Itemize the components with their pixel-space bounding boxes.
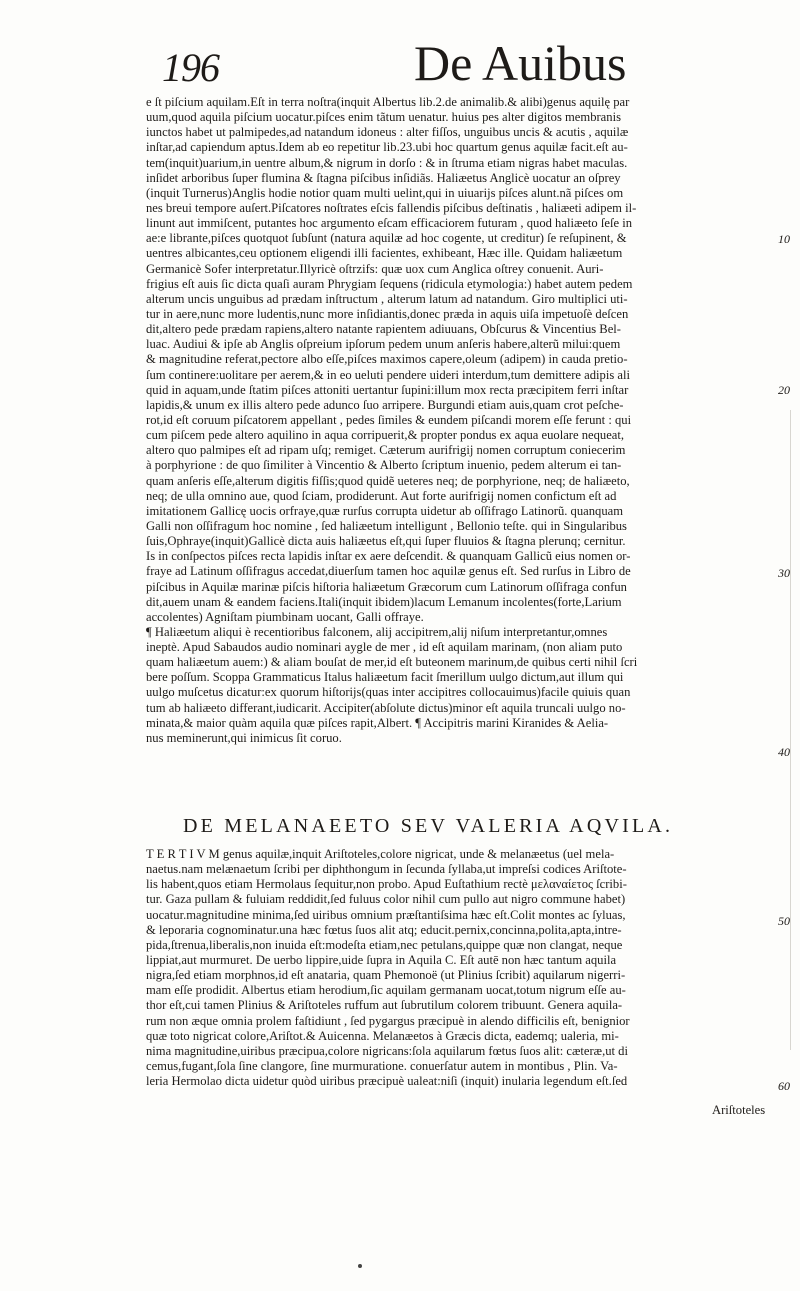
text-line: neq; de ulla omnino aue, quod ſciam, prodiderunt. Aut forte aurifrigij nomen confictum eſt ad — [146, 488, 617, 503]
text-line: cum piſcem pede altero aquilino in aqua corripuerit,& propter pondus ex aqua euolare nequeat, — [146, 428, 625, 443]
text-line: dit,auem unam & eandem faciens.Itali(inquit ibidem)lacum Lemanum incolentes(forte,Larium — [146, 594, 622, 609]
text-line: thor eſt,cui tamen Plinius & Ariſtoteles ruffum aut ſubrutilum colorem tribuunt. Genera aquila- — [146, 998, 623, 1013]
page-edge-line — [790, 410, 791, 1050]
text-line: piſcibus in Aquilæ marinæ piſcis hiſtoria haliæetum Græcorum cum Latinorum oſſifraga confun — [146, 579, 627, 594]
text-line: ſum continere:uolitare per aerem,& in eo ueluti pendere uideri interdum,tum demittere adipis ali — [146, 367, 630, 382]
text-line: quam anſeris eſſe,alterum digitis fiſſis;quod quidẽ ueteres neq; de porphyrione, neq; de haliæeto, — [146, 473, 630, 488]
margin-number: 20 — [778, 383, 790, 397]
text-line: inſtar,ad capiendum aptus.Idem ab eo repetitur lib.23.ubi hoc quartum genus aquilæ facit.eſt au- — [146, 140, 628, 155]
text-line: altero quo palmipes eſt ad ripam uſq; remiget. Cæterum aurifrigij nomen corruptum coniecerim — [146, 443, 626, 458]
text-line: e ſt piſcium aquilam.Eſt in terra noſtra(inquit Albertus lib.2.de animalib.& alibi)genus aquilę par — [146, 95, 630, 109]
margin-number: 50 — [778, 914, 790, 928]
text-line: uulgo muſcetus dicatur:ex quorum hiſtorijs(quas inter accipitres collocauimus)facile quiuis quan — [146, 685, 631, 700]
text-line: leria Hermolao dicta uidetur quòd uiribus præcipuè ualeat:niſi (inquit) inularia legendum eſt.ſed — [146, 1074, 628, 1089]
paragraph-melanaeeto — [146, 847, 774, 1089]
text-line: Galli non oſſifragum hoc nomine , ſed haliæetum intelligunt , Bellonio teſte. qui in Singularibus — [146, 518, 627, 533]
section-heading: DE MELANAEETO SEV VALERIA AQVILA. — [183, 815, 674, 837]
margin-number: 30 — [778, 566, 790, 580]
melanaeeto-text-block — [146, 847, 774, 1089]
text-line: frigius eſt auis ſic dicta quaſi auram Phrygiam ſequens (ridicula etymologia:) habet autem pedem — [146, 276, 633, 291]
text-line: rot,id eſt coruum piſcatorem appellant , pedes ſimiles & eundem piſcandi morem eſſe ferunt : qui — [146, 412, 632, 427]
running-title: De Auibus — [414, 35, 627, 91]
text-line: pida,ſtrenua,liberalis,non inuida eſt:modeſta etiam,nec petulans,quippe quæ non clangat, neque — [146, 937, 623, 952]
text-line: inſidet arboribus ſuper flumina & ſtagna piſcibus inſidiãs. Haliæetus Anglicè uocatur an oſprey — [146, 170, 621, 185]
text-line: iunctos habet ut palmipedes,ad natandum idoneus : alter fiſſos, unguibus uncis & acutis , aquilæ — [146, 125, 629, 140]
margin-number: 60 — [778, 1079, 790, 1093]
text-line: ae:e librante,piſces quotquot ſubſunt (natura aquilæ ad hoc cogente, ut creditur) ſe reſupinent, & — [146, 231, 627, 246]
margin-number: 10 — [778, 232, 790, 246]
text-line: quam haliæetum auem:) & aliam bouſat de mer,id eſt buteonem marinum,de quibus certi nihil ſcri — [146, 655, 638, 670]
text-line: quæ toto nigricat colore,Ariſtot.& Auicenna. Melanæetos à Græcis dicta, eademq; ualeria, mi- — [146, 1028, 619, 1043]
text-line: Germanicè Sofer interpretatur.Illyricè oſtrzifs: quæ uox cum Anglica oſtrey conuenit. Auri- — [146, 261, 604, 276]
text-line: tur. Gaza pullam & fuluiam reddidit,ſed fuluus color nihil cum pullo aut nigro commune habet) — [146, 892, 626, 907]
text-line: nima magnitudine,uiribus præcipua,colore nigricans:ſola aquilarum fœtus ſuos alit: cæteræ,ut di — [146, 1043, 628, 1058]
text-line: rum non æque omnia prolem faſtidiunt , ſed pygargus præcipuè in alendo difficilis eſt, benignior — [146, 1013, 630, 1028]
text-line: tur in aere,nunc more ludentis,nunc more inſidiantis,donec præda in aquis uiſa impetuoſè deſcen — [146, 306, 629, 321]
text-line: (inquit Turnerus)Anglis hodie notior quam multi uelint,qui in uiuarijs piſces alunt.nã piſces om — [146, 185, 624, 200]
text-line: naetus.nam melænaetum ſcribi per diphthongum in ſecunda ſyllaba,ut impreſsi codices Ariſtote- — [146, 862, 627, 877]
ink-spot — [358, 1264, 362, 1268]
text-line: ¶ Haliæetum aliqui è recentioribus falconem, alij accipitrem,alij niſum interpretantur,omnes — [146, 624, 608, 639]
text-line: cemus,fugant,ſola ſine clangore, ſine murmuratione. conuerſatur autem in montibus , Plin. Va- — [146, 1058, 618, 1073]
text-line: & leporaria cognominatur.una hæc fœtus ſuos alit atq; educit.pernix,concinna,polita,apta,intre- — [146, 922, 622, 937]
text-line: bere poſſum. Scoppa Grammaticus Italus haliæetum facit ſmerillum uulgo dictum,aut illum qui — [146, 670, 624, 685]
page-number: 196 — [162, 45, 219, 90]
text-line: accolentes) Agniſtam piumbinam uocant, Galli offraye. — [146, 609, 424, 624]
text-line: & magnitudine referat,pectore albo eſſe,piſces maximos capere,oleum (adipem) in cauda pretio- — [146, 352, 628, 367]
text-line: uentres albicantes,ceu optionem eligendi illi facientes, exhibeant, Hæc ille. Quidam haliæetum — [146, 246, 623, 261]
text-line: à porphyrione : de quo ſimiliter à Vincentio & Alberto ſcriptum inuenio, pedem alterum ei tan- — [146, 458, 622, 473]
main-text-block — [146, 95, 774, 746]
text-line: uocatur.magnitudine minima,ſed uiribus omnium præſtantiſsima hæc eſt.Colit montes ac ſyluas, — [146, 907, 626, 922]
text-line: nus meminerunt,qui inimicus ſit coruo. — [146, 730, 342, 745]
text-line: minata,& maior quàm aquila quæ piſces rapit,Albert. ¶ Accipitris marini Kiranides & Aelia- — [146, 715, 609, 730]
text-line: nes breui tempore auſert.Piſcatores noſtrates eſcis fallendis piſcibus deſtinatis , haliæeti adipem il- — [146, 200, 637, 215]
text-line: alterum uncis unguibus ad prædam inſtructum , alterum latum ad natandum. Giro multiplici uti- — [146, 291, 628, 306]
text-line: uum,quod aquila piſcium uocatur.piſces enim tãtum uenatur. huius pes alter digitos membranis — [146, 110, 621, 125]
text-line: nigra,ſed etiam morphnos,id eſt anataria, quam Phemonoë (ut Plinius ſcribit) aquilarum nigerri- — [146, 968, 626, 983]
text-line: tum ab haliæeto differant,iudicarit. Accipiter(abſolute dictus)minor eſt aquila truncali uulgo no- — [146, 700, 626, 715]
text-line: lippiat,aut murmuret. De uerbo lippire,uide ſupra in Aquila C. Eſt autē non hæc tantum aquila — [146, 952, 617, 967]
catchword: Ariſtoteles — [712, 1103, 766, 1117]
text-line: ſuis,Ophraye(inquit)Gallicè dicta auis haliæetus eſt,qui ſuper fluuios & ſtagna plerunq; cernitur. — [146, 534, 626, 549]
text-line: T E R T I V M genus aquilæ,inquit Ariſtoteles,colore nigricat, unde & melanæetus (uel mela- — [146, 847, 615, 861]
text-line: quid in aquam,unde ſtatim piſces attoniti uertantur ſupini:illum mox recta præcipitem ferri inſtar — [146, 382, 629, 397]
text-line: Is in conſpectos piſces recta lapidis inſtar ex aere deſcendit. & quanquam Gallicũ eius nomen or- — [146, 549, 631, 564]
text-line: ineptè. Apud Sabaudos audio nominari aygle de mer , id eſt aquilam marinam, (non aliam puto — [146, 640, 623, 655]
text-line: lis habent,quos etiam Hermolaus ſequitur,non probo. Apud Euſtathium rectè μελαναίετος ſcribi- — [146, 877, 627, 892]
text-line: tem(inquit)uarium,in uentre album,& nigrum in dorſo : & in ſtruma etiam nigras habet maculas. — [146, 155, 628, 170]
text-line: linunt aut immiſcent, putantes hoc argumento eſcam efficaciorem futuram , quod haliæeto ſeſe in — [146, 216, 632, 231]
text-line: luac. Audiui & ipſe ab Anglis oſpreium ipſorum pedem unum anſeris habere,alterũ milui:quem — [146, 337, 621, 352]
text-line: lapidis,& unum ex illis altero pede adunco ſuo arripere. Burgundi etiam auis,quam crot peſche- — [146, 397, 624, 412]
margin-number: 40 — [778, 745, 790, 759]
text-line: imitationem Gallicę uocis orfraye,quæ rurſus corrupta uidetur ab oſſifrago Latinorũ. quanquam — [146, 503, 624, 518]
text-line: fraye ad Latinum oſſifragus accedat,diuerſum tamen hoc aquilæ genus eſt. Sed rurſus in Libro de — [146, 564, 631, 579]
paragraph-haliaeetum — [146, 625, 774, 746]
text-line: mam eſſe prodidit. Albertus etiam herodium,ſic aquilam germanam uocat,totum nigrum eſſe au- — [146, 983, 626, 998]
text-line: dit,altero pede prædam rapiens,altero natante rapientem adiuuans, Obſcurus & Vincentius Bel- — [146, 322, 621, 337]
paragraph-aquila-piscium — [146, 95, 774, 625]
